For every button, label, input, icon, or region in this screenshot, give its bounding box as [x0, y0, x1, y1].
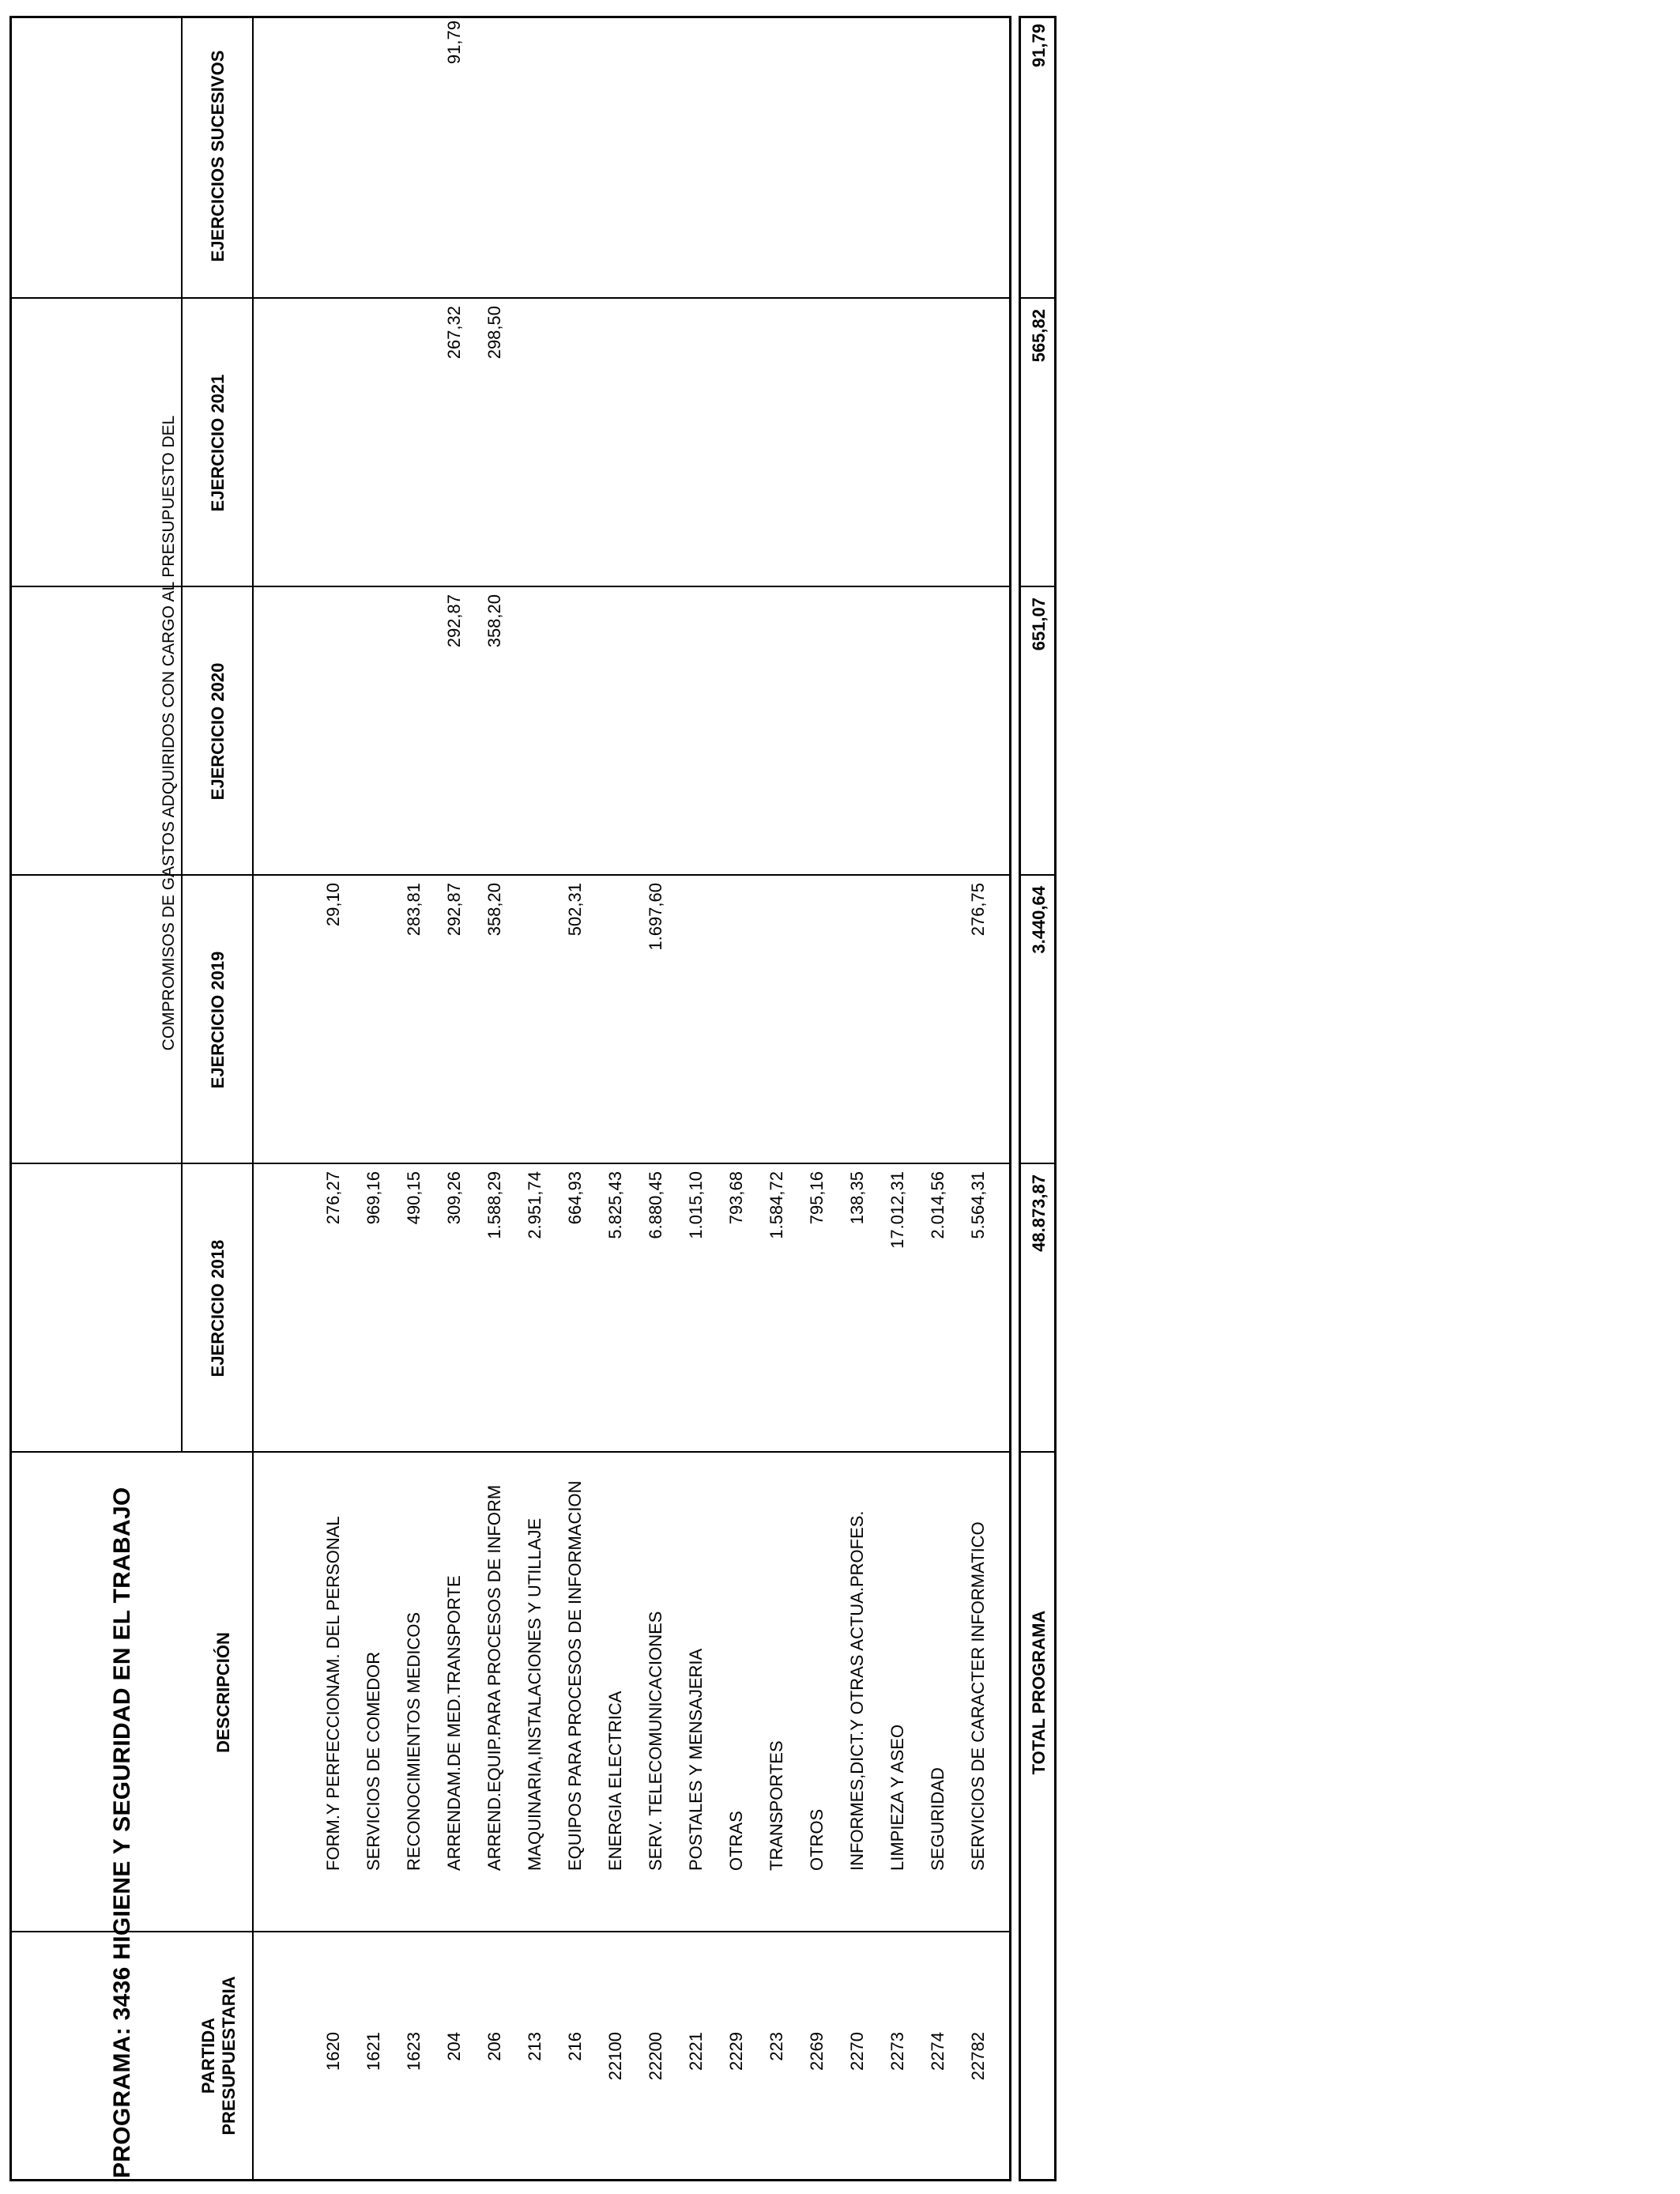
partida-code: 2270 — [847, 2032, 867, 2071]
partida-code: 2274 — [928, 2032, 947, 2071]
row-description: OTRAS — [726, 1811, 746, 1871]
row-description: TRANSPORTES — [767, 1740, 786, 1871]
value-ejercicio-2019: 502,31 — [565, 883, 585, 937]
partida-code: 1623 — [404, 2032, 424, 2071]
header-ejercicios-sucesivos: EJERCICIOS SUCESIVOS — [208, 50, 228, 262]
partida-code: 2269 — [807, 2032, 827, 2071]
partida-code: 206 — [484, 2032, 504, 2061]
row-description: OTROS — [807, 1808, 827, 1871]
value-ejercicio-2018: 309,26 — [444, 1171, 464, 1225]
value-ejercicio-2018: 1.015,10 — [686, 1171, 706, 1239]
value-ejercicio-2019: 358,20 — [484, 883, 504, 937]
value-ejercicio-2019: 292,87 — [444, 883, 464, 937]
total-ejercicios-sucesivos: 91,79 — [1029, 24, 1049, 68]
value-ejercicio-2021: 267,32 — [444, 306, 464, 360]
row-description: ARREND.EQUIP.PARA PROCESOS DE INFORM — [484, 1484, 504, 1871]
partida-code: 213 — [525, 2032, 544, 2061]
row-description: ENERGIA ELECTRICA — [605, 1691, 625, 1871]
total-ejercicio-2021: 565,82 — [1029, 309, 1049, 363]
header-compromisos: COMPROMISOS DE GASTOS ADQUIRIDOS CON CARGO AL PRESUPUESTO DEL — [160, 415, 178, 1051]
partida-code: 223 — [767, 2032, 786, 2061]
partida-code: 1621 — [363, 2032, 383, 2071]
value-ejercicio-2018: 5.564,31 — [968, 1171, 988, 1239]
total-label: TOTAL PROGRAMA — [1029, 1610, 1049, 1775]
value-ejercicio-2019: 283,81 — [404, 883, 424, 937]
partida-code: 204 — [444, 2032, 464, 2061]
partida-code: 2273 — [887, 2032, 907, 2071]
partida-code: 216 — [565, 2032, 585, 2061]
value-ejercicio-2018: 1.588,29 — [484, 1171, 504, 1239]
partida-code: 2221 — [686, 2032, 706, 2071]
total-row — [1019, 16, 1057, 2181]
value-ejercicio-2018: 664,93 — [565, 1171, 585, 1225]
total-ejercicio-2018: 48.873,87 — [1029, 1174, 1049, 1252]
value-ejercicio-2021: 298,50 — [484, 306, 504, 360]
partida-code: 22200 — [646, 2032, 665, 2081]
value-ejercicio-2019: 29,10 — [323, 883, 343, 927]
row-description: SEGURIDAD — [928, 1767, 947, 1871]
row-description: MAQUINARIA,INSTALACIONES Y UTILLAJE — [525, 1517, 544, 1871]
budget-table — [9, 16, 1011, 2181]
header-ejercicio-2021: EJERCICIO 2021 — [208, 374, 228, 512]
value-ejercicio-2018: 490,15 — [404, 1171, 424, 1225]
header-descripcion: DESCRIPCIÓN — [213, 1632, 233, 1753]
value-ejercicio-2018: 793,68 — [726, 1171, 746, 1225]
header-ejercicio-2019: EJERCICIO 2019 — [208, 951, 228, 1089]
header-partida: PARTIDA PRESUPUESTARIA — [198, 1976, 239, 2136]
value-ejercicio-2018: 5.825,43 — [605, 1171, 625, 1239]
value-ejercicio-2018: 276,27 — [323, 1171, 343, 1225]
total-ejercicio-2020: 651,07 — [1029, 598, 1049, 651]
row-description: SERVICIOS DE COMEDOR — [363, 1651, 383, 1871]
header-ejercicio-2020: EJERCICIO 2020 — [208, 662, 228, 801]
header-ejercicio-2018: EJERCICIO 2018 — [208, 1239, 228, 1378]
row-description: RECONOCIMIENTOS MEDICOS — [404, 1612, 424, 1871]
value-ejercicio-2018: 795,16 — [807, 1171, 827, 1225]
partida-code: 1620 — [323, 2032, 343, 2071]
value-ejercicio-2020: 358,20 — [484, 594, 504, 648]
value-ejercicio-2019: 276,75 — [968, 883, 988, 937]
value-ejercicios-sucesivos: 91,79 — [444, 21, 464, 65]
value-ejercicio-2018: 1.584,72 — [767, 1171, 786, 1239]
row-description: SERVICIOS DE CARACTER INFORMATICO — [968, 1521, 988, 1871]
row-description: LIMPIEZA Y ASEO — [887, 1724, 907, 1871]
row-description: FORM.Y PERFECCIONAM. DEL PERSONAL — [323, 1516, 343, 1871]
value-ejercicio-2018: 969,16 — [363, 1171, 383, 1225]
value-ejercicio-2019: 1.697,60 — [646, 883, 665, 951]
row-description: INFORMES,DICT.Y OTRAS ACTUA.PROFES. — [847, 1510, 867, 1871]
value-ejercicio-2018: 138,35 — [847, 1171, 867, 1225]
row-description: EQUIPOS PARA PROCESOS DE INFORMACION — [565, 1480, 585, 1871]
partida-code: 2229 — [726, 2032, 746, 2071]
partida-code: 22100 — [605, 2032, 625, 2081]
value-ejercicio-2018: 6.880,45 — [646, 1171, 665, 1239]
partida-code: 22782 — [968, 2032, 988, 2081]
value-ejercicio-2018: 2.951,74 — [525, 1171, 544, 1239]
total-ejercicio-2019: 3.440,64 — [1029, 886, 1049, 954]
value-ejercicio-2018: 2.014,56 — [928, 1171, 947, 1239]
row-description: ARRENDAM.DE MED.TRANSPORTE — [444, 1575, 464, 1871]
page-title: PROGRAMA: 3436 HIGIENE Y SEGURIDAD EN EL TRABAJO — [109, 1487, 135, 2178]
value-ejercicio-2018: 17.012,31 — [887, 1171, 907, 1249]
row-description: SERV. TELECOMUNICACIONES — [646, 1611, 665, 1871]
value-ejercicio-2020: 292,87 — [444, 594, 464, 648]
row-description: POSTALES Y MENSAJERIA — [686, 1648, 706, 1871]
